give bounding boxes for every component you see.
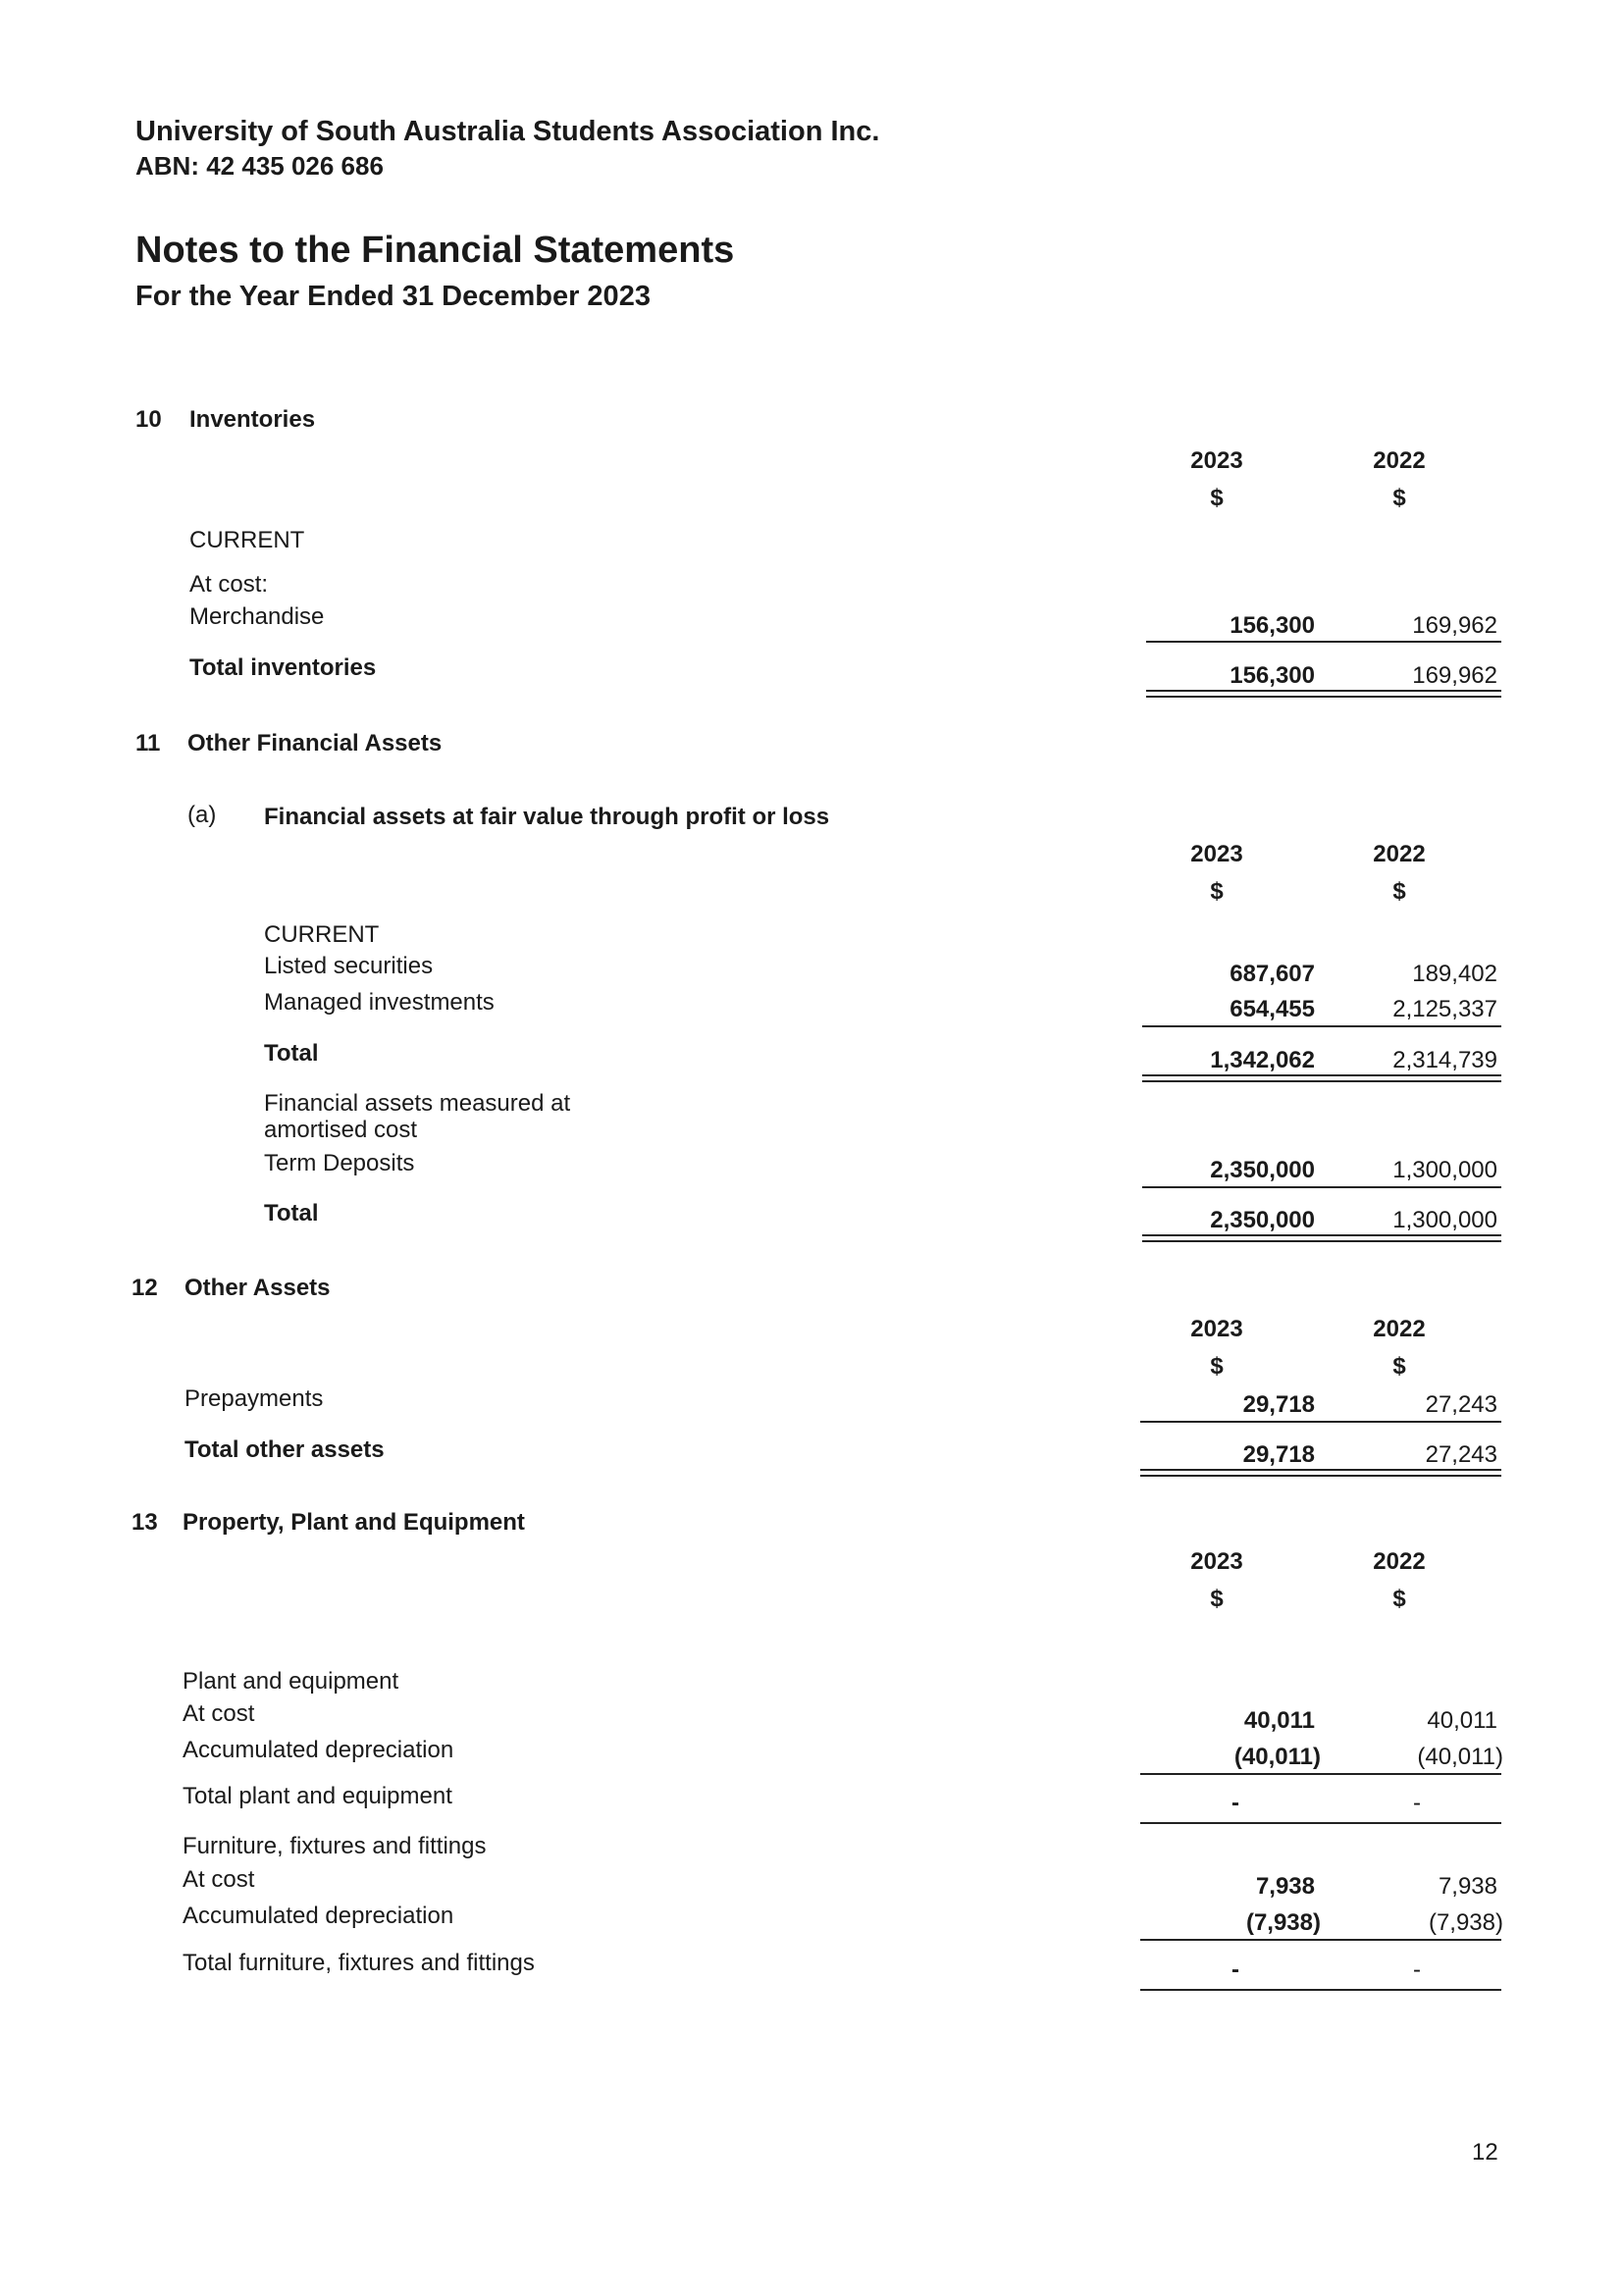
fvtpl-total-2022: 2,314,739 <box>1392 1047 1497 1073</box>
ff-total-2022: - <box>1413 1957 1421 1983</box>
merchandise-label: Merchandise <box>189 603 325 630</box>
total-double-rule <box>1146 690 1501 698</box>
note-11-heading: Other Financial Assets <box>187 730 443 757</box>
pe-total-2023: - <box>1231 1790 1239 1816</box>
ff-depreciation-2022: (7,938) <box>1428 1909 1503 1936</box>
at-cost-label: At cost: <box>189 571 269 598</box>
pe-depreciation-label: Accumulated depreciation <box>183 1737 454 1763</box>
total-label: Total <box>264 1040 319 1067</box>
col-year-2022: 2022 <box>1373 841 1426 867</box>
subtotal-rule <box>1140 1421 1501 1423</box>
amortised-cost-heading: Financial assets measured at <box>264 1090 571 1117</box>
note-12-number: 12 <box>131 1275 158 1301</box>
total-other-assets-2022: 27,243 <box>1425 1441 1497 1468</box>
term-deposits-2022: 1,300,000 <box>1392 1157 1497 1183</box>
listed-securities-2022: 189,402 <box>1412 961 1497 987</box>
note-13-number: 13 <box>131 1509 158 1536</box>
page-subtitle: For the Year Ended 31 December 2023 <box>135 281 651 312</box>
amortised-cost-heading-2: amortised cost <box>264 1117 418 1143</box>
ff-at-cost-label: At cost <box>183 1866 255 1893</box>
furniture-heading: Furniture, fixtures and fittings <box>183 1833 487 1859</box>
current-label: CURRENT <box>189 527 305 553</box>
pe-at-cost-2023: 40,011 <box>1243 1707 1315 1734</box>
col-year-2023: 2023 <box>1190 1548 1243 1575</box>
term-deposits-2023: 2,350,000 <box>1210 1157 1315 1183</box>
note-10-heading: Inventories <box>189 406 316 433</box>
page-number: 12 <box>1472 2139 1498 2166</box>
col-year-2022: 2022 <box>1373 447 1426 474</box>
term-deposits-label: Term Deposits <box>264 1150 415 1176</box>
pe-at-cost-2022: 40,011 <box>1427 1707 1497 1734</box>
total-label: Total <box>264 1200 319 1226</box>
subtotal-rule <box>1140 1773 1501 1775</box>
organisation-name: University of South Australia Students Association Inc. <box>135 116 880 147</box>
prepayments-label: Prepayments <box>184 1385 324 1412</box>
subtotal-rule <box>1142 1025 1501 1027</box>
total-other-assets-label: Total other assets <box>184 1436 385 1463</box>
managed-investments-label: Managed investments <box>264 989 495 1016</box>
col-year-2023: 2023 <box>1190 1316 1243 1342</box>
total-plant-equipment-label: Total plant and equipment <box>183 1783 452 1809</box>
pe-depreciation-2023: (40,011) <box>1233 1744 1321 1770</box>
prepayments-2023: 29,718 <box>1242 1391 1315 1418</box>
ff-depreciation-label: Accumulated depreciation <box>183 1903 454 1929</box>
col-currency: $ <box>1392 1586 1406 1612</box>
subtotal-rule <box>1146 641 1501 643</box>
subtotal-rule <box>1140 1939 1501 1941</box>
total-inventories-2022: 169,962 <box>1412 662 1497 689</box>
total-rule <box>1140 1989 1501 1991</box>
current-label: CURRENT <box>264 921 380 948</box>
merchandise-2022: 169,962 <box>1412 612 1497 639</box>
amortised-total-2022: 1,300,000 <box>1392 1207 1497 1233</box>
note-10-number: 10 <box>135 406 162 433</box>
col-year-2023: 2023 <box>1190 447 1243 474</box>
pe-depreciation-2022: (40,011) <box>1417 1744 1503 1770</box>
page-title: Notes to the Financial Statements <box>135 230 735 271</box>
managed-investments-2022: 2,125,337 <box>1392 996 1497 1022</box>
total-inventories-label: Total inventories <box>189 654 377 681</box>
col-year-2023: 2023 <box>1190 841 1243 867</box>
col-currency: $ <box>1392 485 1406 511</box>
subtotal-rule <box>1142 1186 1501 1188</box>
total-furniture-label: Total furniture, fixtures and fittings <box>183 1950 535 1976</box>
abn: ABN: 42 435 026 686 <box>135 151 384 181</box>
amortised-total-2023: 2,350,000 <box>1210 1207 1315 1233</box>
col-year-2022: 2022 <box>1373 1316 1426 1342</box>
merchandise-2023: 156,300 <box>1230 612 1315 639</box>
pe-total-2022: - <box>1413 1790 1421 1816</box>
note-11-number: 11 <box>135 730 161 757</box>
ff-total-2023: - <box>1231 1957 1239 1983</box>
col-currency: $ <box>1210 485 1224 511</box>
col-currency: $ <box>1210 1586 1224 1612</box>
col-currency: $ <box>1392 878 1406 905</box>
note-12-heading: Other Assets <box>184 1275 331 1301</box>
ff-at-cost-2022: 7,938 <box>1438 1873 1497 1900</box>
fvtpl-total-2023: 1,342,062 <box>1210 1047 1315 1073</box>
total-inventories-2023: 156,300 <box>1230 662 1315 689</box>
total-other-assets-2023: 29,718 <box>1242 1441 1315 1468</box>
note-13-heading: Property, Plant and Equipment <box>183 1509 525 1536</box>
ff-depreciation-2023: (7,938) <box>1245 1909 1321 1936</box>
col-currency: $ <box>1210 878 1224 905</box>
listed-securities-2023: 687,607 <box>1230 961 1315 987</box>
col-currency: $ <box>1210 1353 1224 1380</box>
ff-at-cost-2023: 7,938 <box>1255 1873 1315 1900</box>
total-double-rule <box>1142 1234 1501 1242</box>
col-year-2022: 2022 <box>1373 1548 1426 1575</box>
plant-equipment-heading: Plant and equipment <box>183 1668 399 1695</box>
total-rule <box>1140 1822 1501 1824</box>
total-double-rule <box>1140 1469 1501 1477</box>
col-currency: $ <box>1392 1353 1406 1380</box>
managed-investments-2023: 654,455 <box>1230 996 1315 1022</box>
pe-at-cost-label: At cost <box>183 1700 255 1727</box>
prepayments-2022: 27,243 <box>1425 1391 1497 1418</box>
total-double-rule <box>1142 1074 1501 1082</box>
listed-securities-label: Listed securities <box>264 953 434 979</box>
subnote-letter: (a) <box>187 802 217 828</box>
subnote-heading: Financial assets at fair value through profit or loss <box>264 804 830 830</box>
